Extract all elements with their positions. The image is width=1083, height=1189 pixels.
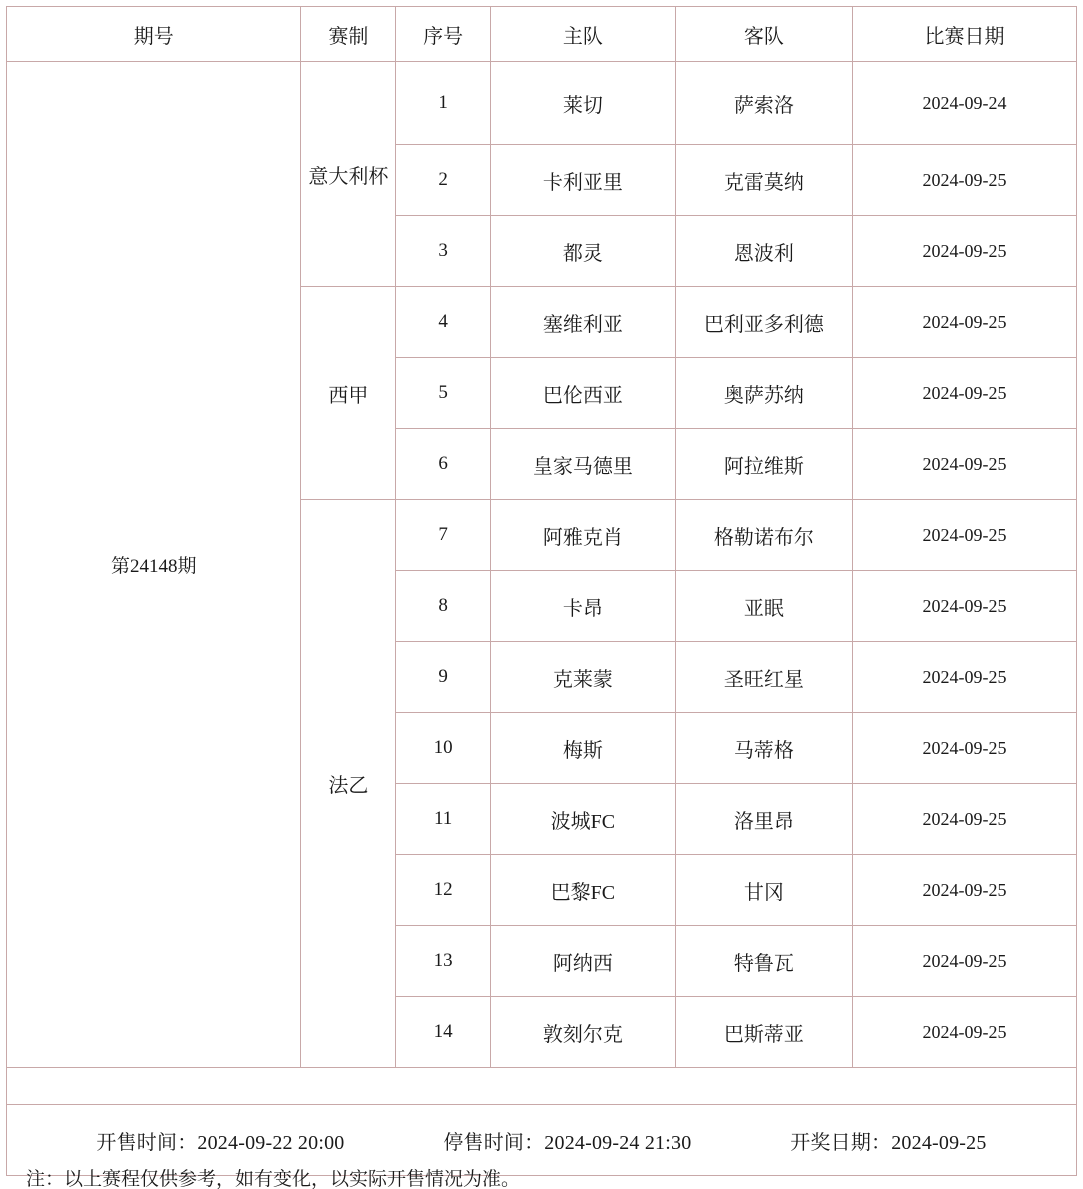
away-team: 克雷莫纳 (675, 145, 852, 216)
match-date: 2024-09-25 (853, 358, 1077, 429)
home-team: 都灵 (491, 216, 676, 287)
home-team: 卡利亚里 (491, 145, 676, 216)
sale-start-time: 开售时间：2024-09-22 20:00 (96, 1131, 345, 1154)
away-team: 格勒诺布尔 (675, 500, 852, 571)
home-team: 巴伦西亚 (491, 358, 676, 429)
away-team: 巴斯蒂亚 (675, 997, 852, 1068)
match-date: 2024-09-25 (853, 145, 1077, 216)
row-number: 1 (396, 62, 491, 145)
league-cell-1: 意大利杯 (301, 62, 396, 287)
match-date: 2024-09-25 (853, 784, 1077, 855)
home-team: 克莱蒙 (491, 642, 676, 713)
match-date: 2024-09-25 (853, 429, 1077, 500)
footnote: 注：以上赛程仅供参考，如有变化，以实际开售情况为准。 (26, 1169, 521, 1189)
away-team: 阿拉维斯 (675, 429, 852, 500)
home-team: 阿纳西 (491, 926, 676, 997)
league-cell-3: 法乙 (301, 500, 396, 1068)
footer-info (7, 1126, 1076, 1155)
home-team: 阿雅克肖 (491, 500, 676, 571)
home-team: 波城FC (491, 784, 676, 855)
match-date: 2024-09-25 (853, 855, 1077, 926)
row-number: 5 (396, 358, 491, 429)
table-header (7, 7, 1077, 62)
schedule-table (6, 6, 1077, 1176)
header-date: 比赛日期 (853, 7, 1077, 62)
match-date: 2024-09-25 (853, 926, 1077, 997)
away-team: 特鲁瓦 (675, 926, 852, 997)
header-home: 主队 (491, 7, 676, 62)
match-date: 2024-09-25 (853, 500, 1077, 571)
home-team: 梅斯 (491, 713, 676, 784)
row-number: 2 (396, 145, 491, 216)
away-team: 亚眠 (675, 571, 852, 642)
away-team: 萨索洛 (675, 62, 852, 145)
row-number: 7 (396, 500, 491, 571)
home-team: 皇家马德里 (491, 429, 676, 500)
match-date: 2024-09-25 (853, 642, 1077, 713)
away-team: 奥萨苏纳 (675, 358, 852, 429)
row-number: 4 (396, 287, 491, 358)
match-date: 2024-09-25 (853, 571, 1077, 642)
issue-cell: 第24148期 (7, 62, 301, 1068)
home-team: 塞维利亚 (491, 287, 676, 358)
row-number: 9 (396, 642, 491, 713)
match-date: 2024-09-25 (853, 997, 1077, 1068)
spacer-cell (7, 1068, 1077, 1105)
spacer-row (7, 1068, 1077, 1105)
match-date: 2024-09-25 (853, 216, 1077, 287)
row-number: 3 (396, 216, 491, 287)
header-league: 赛制 (301, 7, 396, 62)
away-team: 洛里昂 (675, 784, 852, 855)
away-team: 马蒂格 (675, 713, 852, 784)
home-team: 巴黎FC (491, 855, 676, 926)
row-number: 11 (396, 784, 491, 855)
lottery-schedule-sheet (0, 6, 1083, 1189)
draw-date: 开奖日期：2024-09-25 (790, 1131, 987, 1154)
match-date: 2024-09-25 (853, 287, 1077, 358)
header-issue: 期号 (7, 7, 301, 62)
home-team: 卡昂 (491, 571, 676, 642)
away-team: 恩波利 (675, 216, 852, 287)
header-no: 序号 (396, 7, 491, 62)
row-number: 13 (396, 926, 491, 997)
row-number: 14 (396, 997, 491, 1068)
match-date: 2024-09-25 (853, 713, 1077, 784)
row-number: 10 (396, 713, 491, 784)
header-row (7, 7, 1077, 62)
match-date: 2024-09-24 (853, 62, 1077, 145)
home-team: 敦刻尔克 (491, 997, 676, 1068)
row-number: 12 (396, 855, 491, 926)
header-away: 客队 (675, 7, 852, 62)
row-number: 6 (396, 429, 491, 500)
league-cell-2: 西甲 (301, 287, 396, 500)
table-body (7, 62, 1077, 1176)
table-row (7, 62, 1077, 145)
sale-end-time: 停售时间：2024-09-24 21:30 (443, 1131, 692, 1154)
row-number: 8 (396, 571, 491, 642)
away-team: 圣旺红星 (675, 642, 852, 713)
away-team: 巴利亚多利德 (675, 287, 852, 358)
away-team: 甘冈 (675, 855, 852, 926)
home-team: 莱切 (491, 62, 676, 145)
